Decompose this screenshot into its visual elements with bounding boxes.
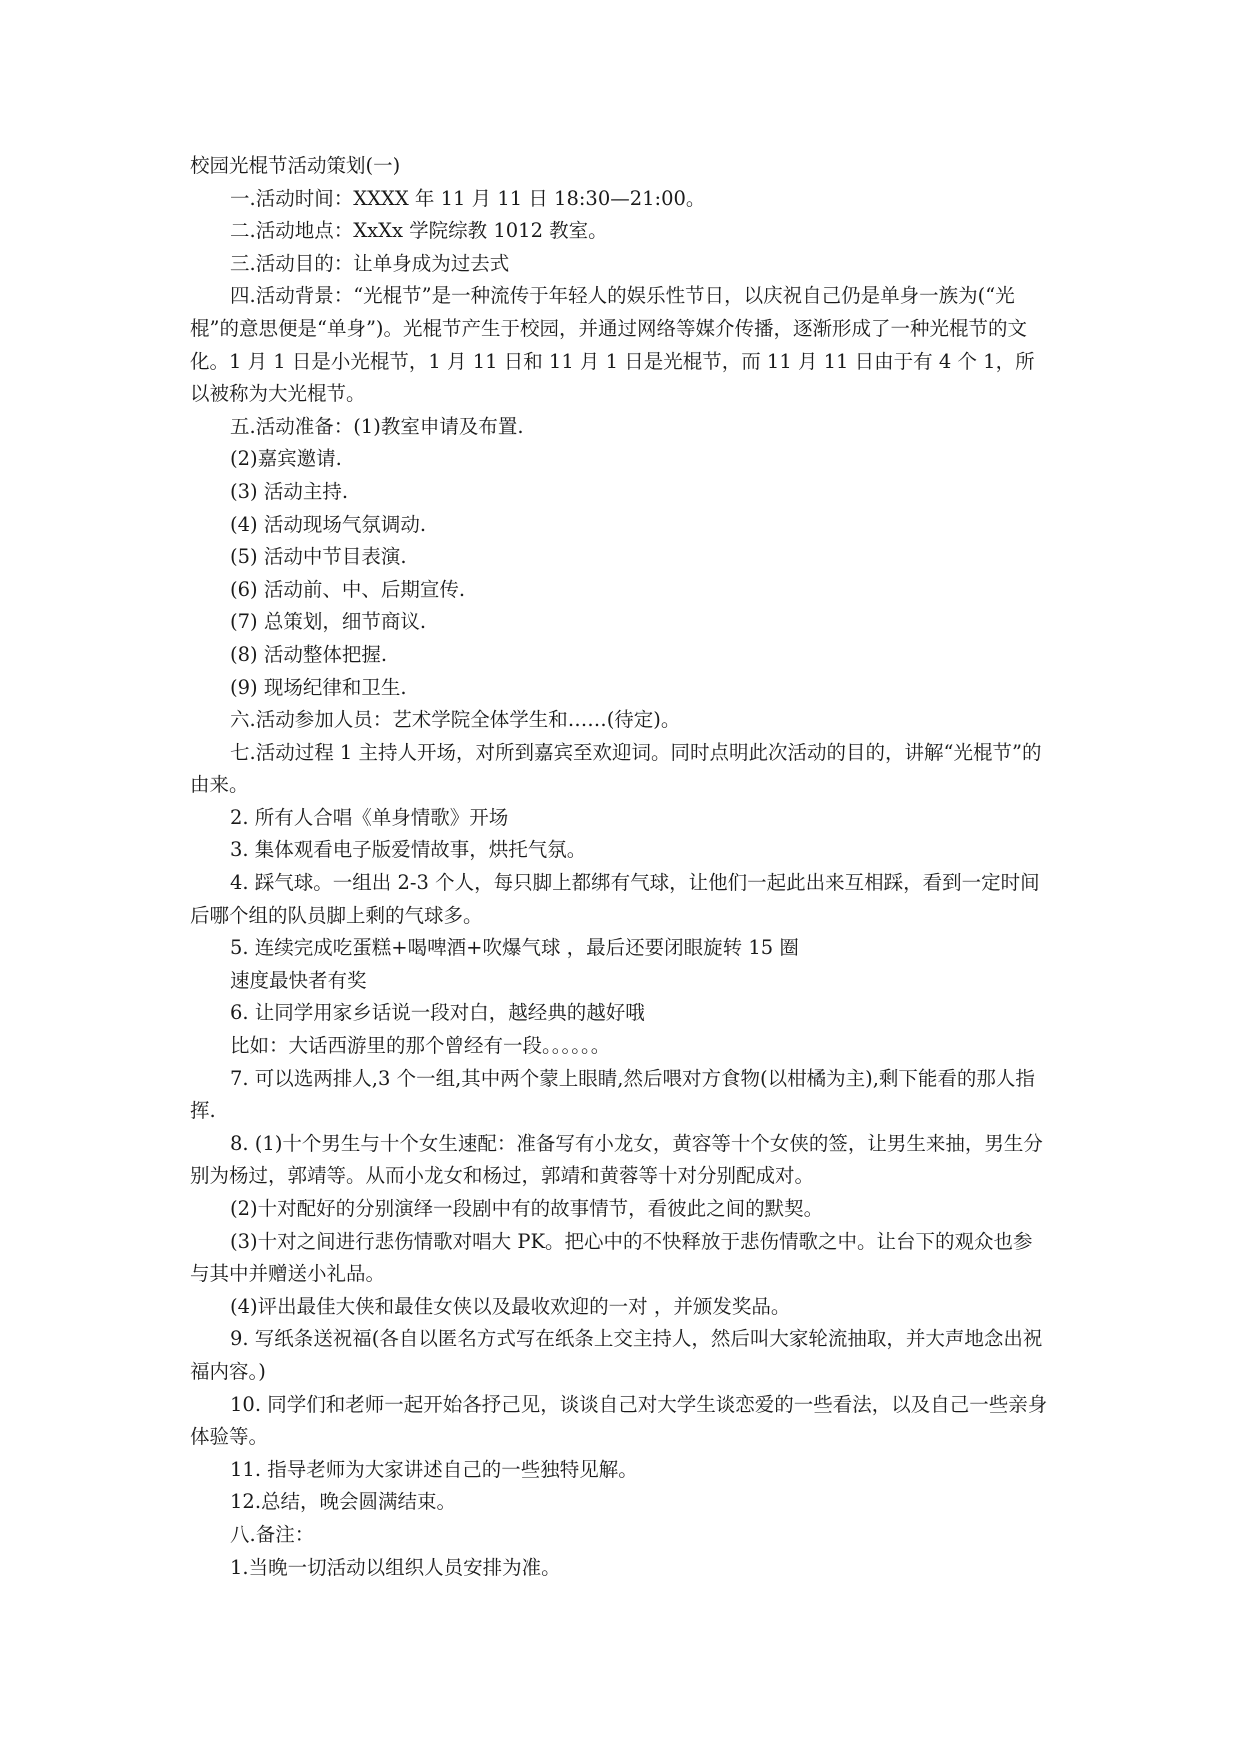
process-item-2: 2. 所有人合唱《单身情歌》开场 (230, 805, 509, 829)
process-item-11: 11. 指导老师为大家讲述自己的一些独特见解。 (230, 1457, 638, 1481)
process-item-5-note: 速度最快者有奖 (230, 968, 367, 992)
document-page (190, 150, 1050, 1584)
prep-item-8: (8) 活动整体把握. (230, 642, 388, 666)
paragraph-time: 一.活动时间：XXXX 年 11 月 11 日 18:30—21:00。 (230, 186, 706, 210)
prep-item-6: (6) 活动前、中、后期宣传. (230, 577, 466, 601)
prep-item-4: (4) 活动现场气氛调动. (230, 512, 427, 536)
prep-item-7: (7) 总策划，细节商议. (230, 610, 427, 634)
process-item-10: 10. 同学们和老师一起开始各抒己见，谈谈自己对大学生谈恋爱的一些看法，以及自己一些亲身体验等。 (190, 1392, 1048, 1449)
process-item-9: 9. 写纸条送祝福(各自以匿名方式写在纸条上交主持人，然后叫大家轮流抽取，并大声地念出祝福内容。) (190, 1327, 1043, 1383)
prep-item-9: (9) 现场纪律和卫生. (230, 675, 407, 699)
prep-item-5: (5) 活动中节目表演. (230, 545, 407, 569)
process-item-8-3: (3)十对之间进行悲伤情歌对唱大 PK。把心中的不快释放于悲伤情歌之中。让台下的观众也参与其中并赠送小礼品。 (190, 1229, 1033, 1286)
process-item-8-4: (4)评出最佳大侠和最佳女侠以及最收欢迎的一对 ，并颁发奖品。 (230, 1294, 791, 1318)
process-item-6: 6. 让同学用家乡话说一段对白，越经典的越好哦 (230, 1001, 645, 1025)
process-item-7: 7. 可以选两排人,3 个一组,其中两个蒙上眼睛,然后喂对方食物(以柑橘为主),剩下能看的那人指挥. (190, 1066, 1035, 1123)
notes-item-1: 1.当晚一切活动以组织人员安排为准。 (230, 1555, 561, 1579)
paragraph-process: 七.活动过程 1 主持人开场，对所到嘉宾至欢迎词。同时点明此次活动的目的，讲解“光棍节”的由来。 (190, 740, 1042, 797)
paragraph-purpose: 三.活动目的：让单身成为过去式 (230, 251, 510, 275)
document-title: 校园光棍节活动策划(一) (190, 154, 401, 177)
process-item-3: 3. 集体观看电子版爱情故事，烘托气氛。 (230, 838, 587, 862)
paragraph-preparation: 五.活动准备：(1)教室申请及布置. (230, 414, 524, 438)
process-item-8-2: (2)十对配好的分别演绎一段剧中有的故事情节，看彼此之间的默契。 (230, 1197, 824, 1220)
process-item-8: 8. (1)十个男生与十个女生速配：准备写有小龙女，黄容等十个女侠的签，让男生来抽，男生分别为杨过，郭靖等。从而小龙女和杨过，郭靖和黄蓉等十对分别配成对。 (190, 1131, 1043, 1188)
paragraph-notes: 八.备注： (230, 1522, 315, 1546)
process-item-12: 12.总结，晚会圆满结束。 (230, 1490, 457, 1514)
process-item-4: 4. 踩气球。一组出 2-3 个人，每只脚上都绑有气球，让他们一起此出来互相踩，看到一定时间后哪个组的队员脚上剩的气球多。 (190, 871, 1040, 927)
paragraph-participants: 六.活动参加人员：艺术学院全体学生和……(待定)。 (230, 708, 681, 732)
process-item-5: 5. 连续完成吃蛋糕+喝啤酒+吹爆气球 ，最后还要闭眼旋转 15 圈 (230, 936, 799, 960)
paragraph-background: 四.活动背景：“光棍节”是一种流传于年轻人的娱乐性节日，以庆祝自己仍是单身一族为(“光棍”的意思便是“单身”)。光棍节产生于校园，并通过网络等媒介传播，逐渐形成了一种光棍节的文化。1 月 1 日是小光棍节，1 月 11 日和 11 月 1 日是光棍节，而 11 月 11 日由于有 4 个 1，所以被称为大光棍节。 (190, 284, 1035, 406)
paragraph-location: 二.活动地点：XxXx 学院综教 1012 教室。 (230, 219, 608, 243)
prep-item-2: (2)嘉宾邀请. (230, 447, 342, 471)
process-item-6-note: 比如：大话西游里的那个曾经有一段。。。。。。 (230, 1034, 611, 1058)
prep-item-3: (3) 活动主持. (230, 479, 349, 503)
